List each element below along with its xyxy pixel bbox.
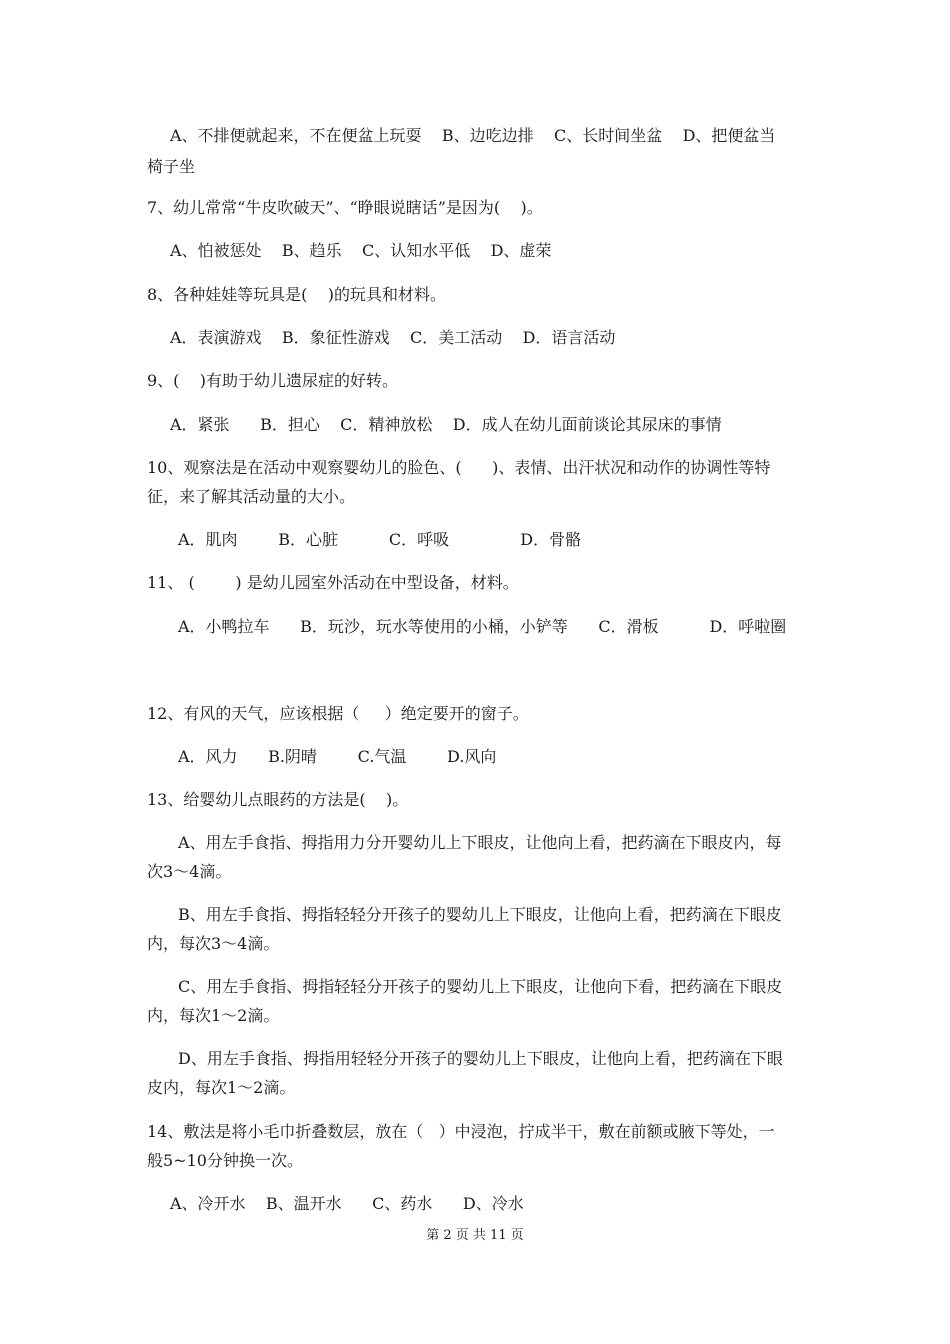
q6-options-line1: A、不排便就起来，不在便盆上玩耍 B、边吃边排 C、长时间坐盆 D、把便盆当 (170, 126, 776, 145)
q14-question-line1: 14、敷法是将小毛巾折叠数层，放在（ ）中浸泡，拧成半干，敷在前额或腋下等处，一 (147, 1122, 775, 1141)
q13-option-a-line1: A、用左手食指、拇指用力分开婴幼儿上下眼皮，让他向上看，把药滴在下眼皮内，每 (178, 833, 782, 852)
page-footer: 第 2 页 共 11 页 (426, 1228, 524, 1243)
q11-options: A．小鸭拉车 B．玩沙，玩水等使用的小桶，小铲等 C．滑板 D．呼啦圈 (178, 617, 787, 636)
q10-question-line2: 征，来了解其活动量的大小。 (147, 487, 356, 506)
q9-options: A．紧张 B．担心 C．精神放松 D．成人在幼儿面前谈论其尿床的事情 (170, 415, 722, 434)
q6-options-line2: 椅子坐 (147, 157, 196, 176)
q13-option-b-line1: B、用左手食指、拇指轻轻分开孩子的婴幼儿上下眼皮，让他向上看，把药滴在下眼皮 (178, 905, 782, 924)
q14-options: A、冷开水 B、温开水 C、药水 D、冷水 (170, 1194, 524, 1213)
q9-question: 9、( )有助于幼儿遗尿症的好转。 (147, 371, 399, 390)
q11-question: 11、 ( ) 是幼儿园室外活动在中型设备，材料。 (147, 573, 519, 592)
q10-question-line1: 10、观察法是在活动中观察婴幼儿的脸色、( )、表情、出汗状况和动作的协调性等特 (147, 458, 771, 477)
q12-question: 12、有风的天气，应该根据（ ）绝定要开的窗子。 (147, 704, 529, 723)
q13-option-b-line2: 内，每次3～4滴。 (147, 934, 280, 953)
q13-option-d-line1: D、用左手食指、拇指用轻轻分开孩子的婴幼儿上下眼皮，让他向上看，把药滴在下眼 (178, 1049, 783, 1068)
q10-options: A．肌肉 B．心脏 C．呼吸 D．骨骼 (178, 530, 582, 549)
q8-question: 8、各种娃娃等玩具是( )的玩具和材料。 (147, 285, 447, 304)
q8-options: A．表演游戏 B．象征性游戏 C．美工活动 D．语言活动 (170, 328, 616, 347)
q14-question-line2: 般5~10分钟换一次。 (147, 1151, 303, 1170)
q12-options: A．风力 B.阴晴 C.气温 D.风向 (178, 747, 497, 766)
q7-question: 7、幼儿常常“牛皮吹破天”、“睁眼说瞎话”是因为( )。 (147, 198, 543, 217)
q7-options: A、怕被惩处 B、趋乐 C、认知水平低 D、虚荣 (170, 241, 552, 260)
q13-option-a-line2: 次3～4滴。 (147, 862, 232, 881)
q13-option-d-line2: 皮内，每次1～2滴。 (147, 1078, 296, 1097)
q13-option-c-line2: 内，每次1～2滴。 (147, 1006, 280, 1025)
q13-option-c-line1: C、用左手食指、拇指轻轻分开孩子的婴幼儿上下眼皮，让他向下看，把药滴在下眼皮 (178, 977, 783, 996)
q13-question: 13、给婴幼儿点眼药的方法是( )。 (147, 790, 409, 809)
